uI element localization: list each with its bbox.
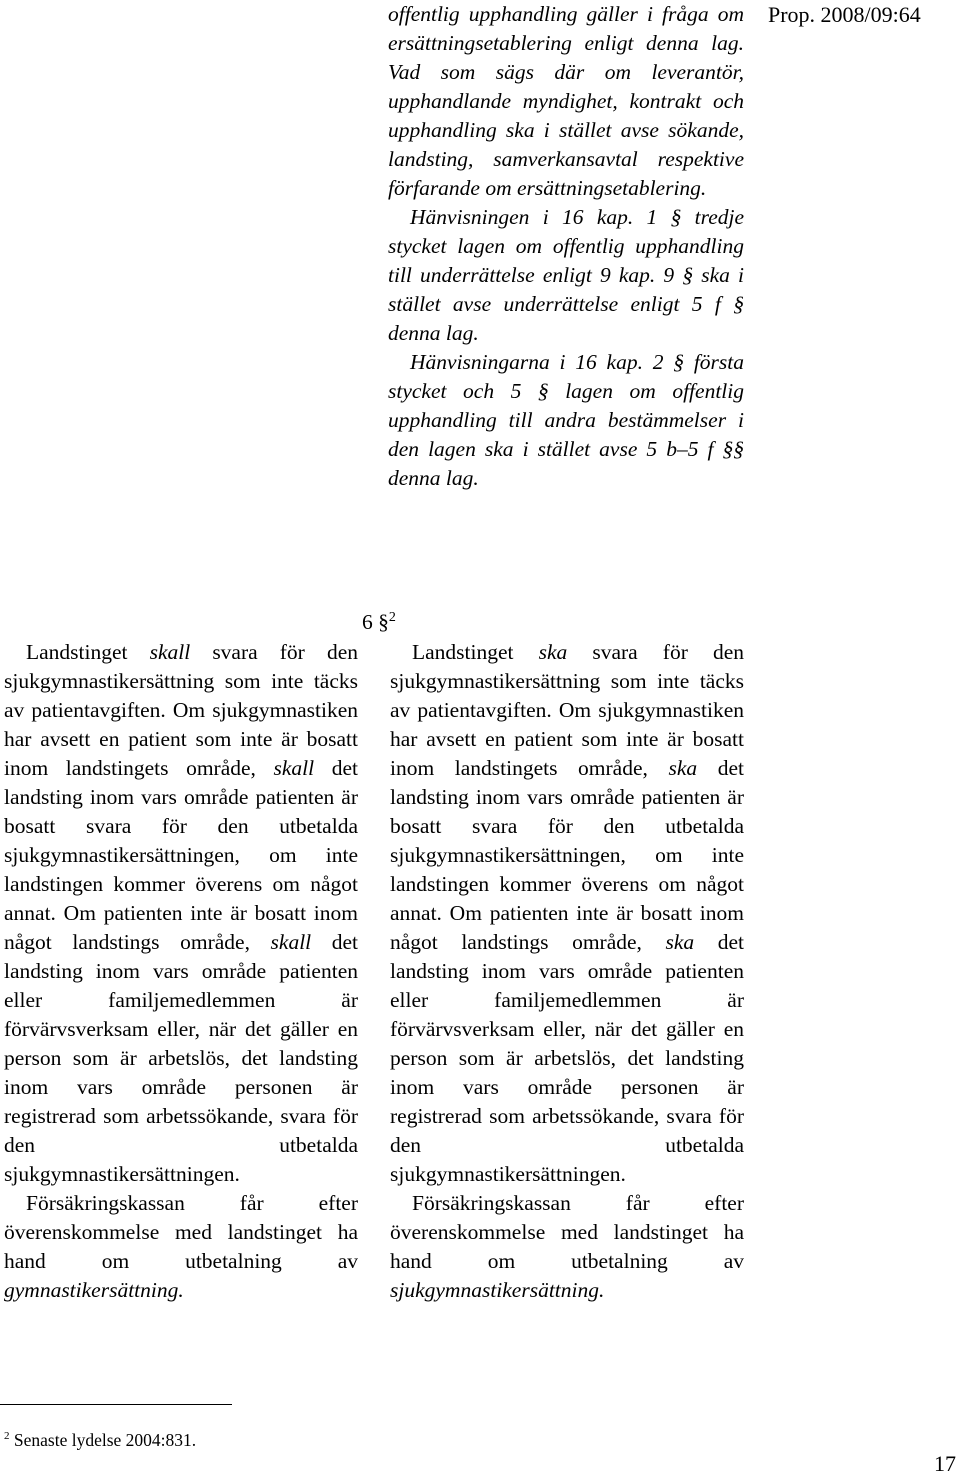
preceding-text-column [388, 0, 744, 493]
paragraph: Hänvisningen i 16 kap. 1 § tredje stycket lagen om offentlig upphandling till underrättelse enligt 9 kap. 9 § ska i stället avse underrättelse enligt 5 f § denna lag. [388, 205, 744, 345]
footnote-divider [0, 1404, 232, 1405]
footnote-marker: 2 [388, 610, 396, 625]
proposed-wording-column [390, 638, 744, 1305]
paragraph: Landstinget skall svara för den sjukgymnastikersättning som inte täcks av patientavgiften. Om sjukgymnastiken har avsett en patient som inte är bosatt inom landstingets område, skall det landsting inom vars område patienten är bosatt svara för den utbetalda sjukgymnastikersättningen, om inte landstingen kommer överens om något annat. Om patienten inte är bosatt inom något landstings område, skall det landsting inom vars område patienten eller familjemedlemmen är förvärvsverksam eller, när det gäller en person som är arbetslös, det landsting inom vars område personen är registrerad som arbetssökande, svara för den utbetalda sjukgymnastikersättningen. [4, 640, 358, 1186]
paragraph: Hänvisningarna i 16 kap. 2 § första stycket och 5 § lagen om offentlig upphandling till andra bestämmelser i den lagen ska i stället avse 5 b–5 f §§ denna lag. [388, 350, 744, 490]
paragraph: Försäkringskassan får efter överenskommelse med landstinget ha hand om utbetalning av sjukgymnastikersättning. [390, 1191, 744, 1302]
paragraph: Försäkringskassan får efter överenskommelse med landstinget ha hand om utbetalning av gymnastikersättning. [4, 1191, 358, 1302]
section-heading [362, 610, 396, 635]
current-wording-column [4, 638, 358, 1305]
section-label: 6 § [362, 610, 389, 635]
proposition-reference: Prop. 2008/09:64 [768, 2, 921, 27]
paragraph: offentlig upphandling gäller i fråga om ersättningsetablering enligt denna lag. Vad som sägs där om leverantör, upphandlande myndighet, kontrakt och upphandling ska i stället avse sökande, landsting, samverkansavtal respektive förfarande om ersättningsetablering. [388, 2, 744, 200]
footnote: $^2$ Senaste lydelse 2004:831. [4, 1430, 197, 1450]
page-number: 17 [934, 1451, 956, 1476]
paragraph: Landstinget ska svara för den sjukgymnastikersättning som inte täcks av patientavgiften. Om sjukgymnastiken har avsett en patient som inte är bosatt inom landstingets område, ska det landsting inom vars område patienten är bosatt svara för den utbetalda sjukgymnastikersättningen, om inte landstingen kommer överens om något annat. Om patienten inte är bosatt inom något landstings område, ska det landsting inom vars område patienten eller familjemedlemmen är förvärvsverksam eller, när det gäller en person som är arbetslös, det landsting inom vars område personen är registrerad som arbetssökande, svara för den utbetalda sjukgymnastikersättningen. [390, 640, 744, 1186]
